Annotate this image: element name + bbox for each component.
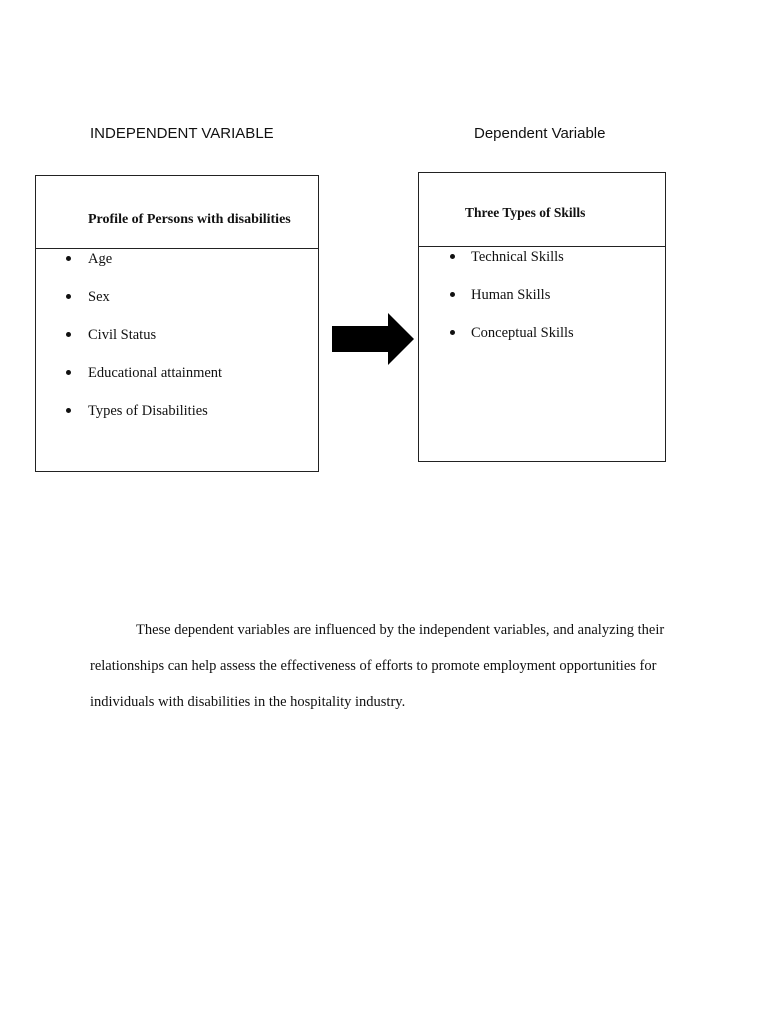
bullet-icon <box>66 408 71 413</box>
list-item-label: Sex <box>88 289 110 305</box>
bullet-icon <box>450 330 455 335</box>
independent-variable-box <box>35 175 319 472</box>
list-item-label: Age <box>88 251 113 267</box>
list-item-label: Types of Disabilities <box>88 403 208 419</box>
bullet-icon <box>66 332 71 337</box>
list-item-label: Educational attainment <box>88 365 223 381</box>
bullet-icon <box>66 370 71 375</box>
right-arrow-icon <box>332 313 416 365</box>
list-item-label: Civil Status <box>88 327 157 343</box>
dependent-variable-heading: Dependent Variable <box>474 125 606 142</box>
independent-box-title: Profile of Persons with disabilities <box>88 212 291 227</box>
bullet-icon <box>450 292 455 297</box>
dependent-box-title: Three Types of Skills <box>465 205 586 220</box>
list-item-label: Technical Skills <box>471 249 564 265</box>
bullet-icon <box>66 294 71 299</box>
independent-variable-heading: INDEPENDENT VARIABLE <box>90 125 274 142</box>
list-item-label: Human Skills <box>471 287 551 303</box>
bullet-icon <box>66 256 71 261</box>
list-item-label: Conceptual Skills <box>471 325 574 341</box>
body-paragraph: These dependent variables are influenced by the independent variables, and analyzing their relationships can help assess the effectiveness of efforts to promote employment opportunities for individuals with disabilities in the hospitality industry. <box>90 622 665 710</box>
independent-box-header <box>36 176 318 249</box>
dependent-variable-box <box>418 172 666 462</box>
dependent-box-header <box>419 173 665 247</box>
bullet-icon <box>450 254 455 259</box>
